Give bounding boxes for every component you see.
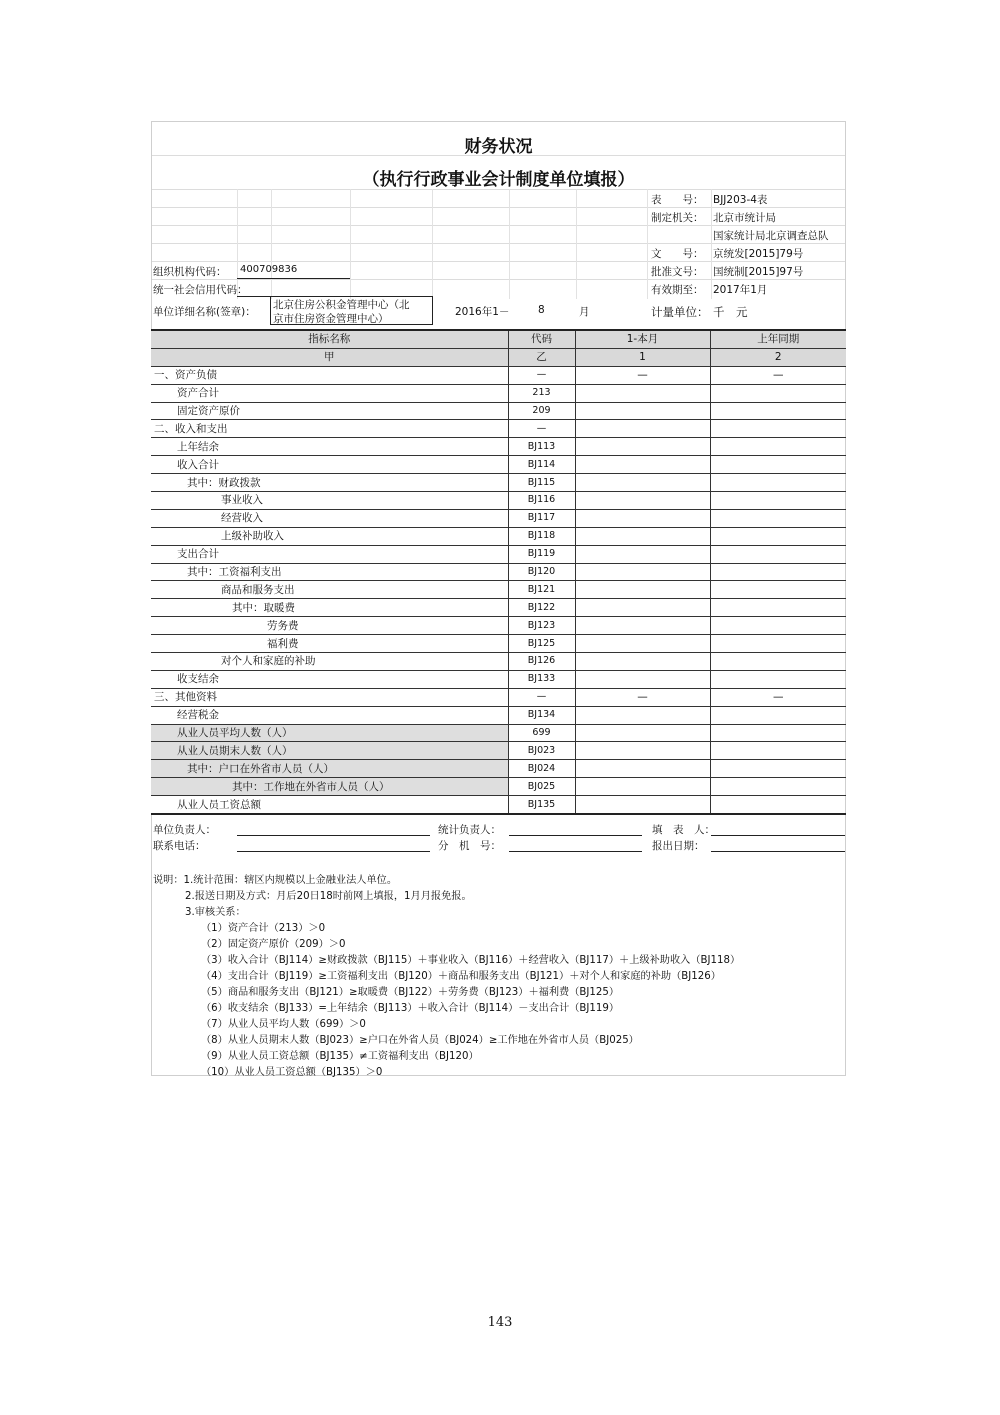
row-code: BJ117: [508, 509, 575, 527]
row-name: 经营收入: [151, 509, 508, 527]
row-previous-value[interactable]: [710, 742, 846, 760]
row-code: —: [508, 420, 575, 438]
table-row: [151, 670, 846, 688]
table-row: [151, 474, 846, 492]
row-code: BJ122: [508, 599, 575, 617]
row-current-value[interactable]: [575, 527, 710, 545]
row-code: BJ121: [508, 581, 575, 599]
report-subtitle: （执行行政事业会计制度单位填报）: [362, 170, 635, 190]
row-current-value[interactable]: [575, 438, 710, 456]
table-row: [151, 599, 846, 617]
extension-label: 分 机 号：: [438, 840, 501, 852]
row-previous-value[interactable]: [710, 384, 846, 402]
table-row: [151, 545, 846, 563]
table-row: [151, 688, 846, 706]
row-code: BJ119: [508, 545, 575, 563]
row-name: 其中：财政拨款: [151, 474, 508, 492]
note-line: （9）从业人员工资总额（BJ135）≠工资福利支出（BJ120）: [201, 1051, 479, 1062]
row-previous-value[interactable]: [710, 438, 846, 456]
table-row: [151, 384, 846, 402]
meta-label: 文 号：: [651, 248, 704, 260]
row-previous-value[interactable]: —: [710, 688, 846, 706]
col-header-code: 代码: [508, 330, 575, 348]
row-code: BJ024: [508, 760, 575, 778]
meta-value: 2017年1月: [713, 284, 768, 296]
table-row: [151, 706, 846, 724]
row-name: 固定资产原价: [151, 402, 508, 420]
note-line: 说明：1.统计范围：辖区内规模以上金融业法人单位。: [153, 875, 398, 886]
table-row: [151, 617, 846, 635]
row-name: 收入合计: [151, 456, 508, 474]
credit-code-label: 统一社会信用代码：: [153, 284, 248, 296]
row-name: 上级补助收入: [151, 527, 508, 545]
table-row: [151, 760, 846, 778]
row-name: 从业人员工资总额: [151, 796, 508, 814]
row-previous-value[interactable]: [710, 670, 846, 688]
row-previous-value[interactable]: [710, 778, 846, 796]
grid-line: [152, 243, 845, 244]
note-line: （4）支出合计（BJ119）≥工资福利支出（BJ120）＋商品和服务支出（BJ121）＋对个人和家庭的补助（BJ126）: [201, 971, 721, 982]
date-line: [711, 851, 845, 852]
unit-label: 计量单位：: [651, 305, 709, 319]
filler-line: [711, 835, 845, 836]
row-code: BJ113: [508, 438, 575, 456]
row-code: 699: [508, 724, 575, 742]
unit-value: 千 元: [713, 305, 748, 319]
row-previous-value[interactable]: [710, 545, 846, 563]
row-current-value[interactable]: [575, 545, 710, 563]
note-line: （5）商品和服务支出（BJ121）≥取暖费（BJ122）＋劳务费（BJ123）＋福利费（BJ125）: [201, 987, 620, 998]
row-code: BJ118: [508, 527, 575, 545]
stat-leader-label: 统计负责人：: [438, 824, 501, 836]
row-name: 商品和服务支出: [151, 581, 508, 599]
row-previous-value[interactable]: [710, 599, 846, 617]
note-line: （6）收支结余（BJ133）=上年结余（BJ113）＋收入合计（BJ114）－支出合计（BJ119）: [201, 1003, 620, 1014]
grid-line: [647, 189, 648, 299]
row-name: 资产合计: [151, 384, 508, 402]
col-sub-code: 乙: [508, 348, 575, 366]
grid-line: [432, 189, 433, 299]
table-row: [151, 527, 846, 545]
row-current-value[interactable]: [575, 760, 710, 778]
row-current-value[interactable]: [575, 635, 710, 653]
row-previous-value[interactable]: [710, 706, 846, 724]
table-row: [151, 635, 846, 653]
row-code: —: [508, 366, 575, 384]
row-name: 其中：工资福利支出: [151, 563, 508, 581]
report-title: 财务状况: [464, 137, 533, 157]
note-line: （1）资产合计（213）＞0: [201, 923, 326, 934]
row-current-value[interactable]: [575, 617, 710, 635]
row-current-value[interactable]: [575, 653, 710, 671]
row-previous-value[interactable]: [710, 492, 846, 510]
row-current-value[interactable]: [575, 402, 710, 420]
meta-value: 国家统计局北京调查总队: [713, 230, 829, 242]
col-header-name: 指标名称: [151, 330, 508, 348]
row-code: BJ025: [508, 778, 575, 796]
note-line: 3.审核关系：: [185, 907, 246, 918]
row-current-value[interactable]: [575, 796, 710, 814]
row-name: 从业人员平均人数（人）: [151, 724, 508, 742]
leader-line: [237, 835, 430, 836]
org-name-line1: 北京住房公积金管理中心（北: [273, 299, 410, 311]
note-line: （3）收入合计（BJ114）≥财政拨款（BJ115）＋事业收入（BJ116）＋经营收入（BJ117）＋上级补助收入（BJ118）: [201, 955, 741, 966]
note-line: （8）从业人员期末人数（BJ023）≥户口在外省人员（BJ024）≥工作地在外省市人员（BJ025）: [201, 1035, 639, 1046]
table-subheader-row: [151, 348, 846, 366]
table-row: [151, 742, 846, 760]
row-previous-value[interactable]: [710, 724, 846, 742]
row-current-value[interactable]: —: [575, 366, 710, 384]
meta-value: 国统制[2015]97号: [713, 266, 804, 278]
report-month-unit: 月: [579, 306, 590, 318]
table-row: [151, 796, 846, 814]
col-sub-name: 甲: [151, 348, 508, 366]
meta-label: 表 号：: [651, 194, 704, 206]
table-row: [151, 509, 846, 527]
meta-label: 批准文号：: [651, 266, 704, 278]
row-code: 213: [508, 384, 575, 402]
grid-line: [509, 189, 510, 299]
row-current-value[interactable]: [575, 509, 710, 527]
table-row: [151, 438, 846, 456]
row-current-value[interactable]: [575, 581, 710, 599]
row-code: BJ023: [508, 742, 575, 760]
col-header-previous: 上年同期: [710, 330, 846, 348]
row-current-value[interactable]: [575, 456, 710, 474]
row-previous-value[interactable]: [710, 509, 846, 527]
financial-table: [151, 329, 846, 815]
row-name: 从业人员期末人数（人）: [151, 742, 508, 760]
row-code: —: [508, 688, 575, 706]
row-name: 其中：工作地在外省市人员（人）: [151, 778, 508, 796]
row-code: BJ120: [508, 563, 575, 581]
row-current-value[interactable]: [575, 742, 710, 760]
row-current-value[interactable]: [575, 670, 710, 688]
row-previous-value[interactable]: [710, 653, 846, 671]
grid-line: [152, 225, 845, 226]
row-current-value[interactable]: [575, 563, 710, 581]
org-code-underline: [237, 278, 350, 279]
meta-label: 制定机关：: [651, 212, 704, 224]
meta-label: 有效期至：: [651, 284, 704, 296]
leader-label: 单位负责人：: [153, 824, 216, 836]
table-row: [151, 653, 846, 671]
row-name: 一、资产负债: [151, 366, 508, 384]
org-code-value: 400709836: [240, 264, 298, 275]
row-name: 经营税金: [151, 706, 508, 724]
grid-line: [152, 261, 845, 262]
col-header-current: 1-本月: [575, 330, 710, 348]
table-row: [151, 492, 846, 510]
row-name: 事业收入: [151, 492, 508, 510]
row-previous-value[interactable]: [710, 456, 846, 474]
row-name: 其中：户口在外省市人员（人）: [151, 760, 508, 778]
row-current-value[interactable]: [575, 384, 710, 402]
note-line: （10）从业人员工资总额（BJ135）＞0: [201, 1067, 383, 1078]
col-sub-previous: 2: [710, 348, 846, 366]
meta-value: 北京市统计局: [713, 212, 776, 224]
report-month: 8: [538, 304, 545, 316]
date-label: 报出日期：: [652, 840, 705, 852]
page-number: 143: [487, 1315, 513, 1330]
row-code: BJ125: [508, 635, 575, 653]
row-previous-value[interactable]: [710, 420, 846, 438]
org-name-line2: 京市住房资金管理中心）: [273, 313, 389, 325]
grid-line: [152, 279, 845, 280]
row-current-value[interactable]: [575, 706, 710, 724]
table-row: [151, 366, 846, 384]
row-previous-value[interactable]: [710, 474, 846, 492]
table-row: [151, 724, 846, 742]
row-code: BJ116: [508, 492, 575, 510]
row-code: BJ114: [508, 456, 575, 474]
row-code: BJ134: [508, 706, 575, 724]
grid-line: [152, 207, 845, 208]
grid-line: [576, 189, 577, 299]
row-previous-value[interactable]: [710, 581, 846, 599]
row-previous-value[interactable]: [710, 527, 846, 545]
meta-value: 京统发[2015]79号: [713, 248, 804, 260]
row-previous-value[interactable]: [710, 635, 846, 653]
grid-line: [711, 189, 712, 299]
row-current-value[interactable]: [575, 724, 710, 742]
row-code: 209: [508, 402, 575, 420]
row-name: 收支结余: [151, 670, 508, 688]
grid-line: [271, 189, 272, 299]
note-line: 2.报送日期及方式：月后20日18时前网上填报，1月月报免报。: [185, 891, 472, 902]
row-code: BJ135: [508, 796, 575, 814]
table-row: [151, 778, 846, 796]
table-header-row: [151, 330, 846, 348]
stat-leader-line: [509, 835, 642, 836]
row-name: 劳务费: [151, 617, 508, 635]
row-name: 其中：取暖费: [151, 599, 508, 617]
row-previous-value[interactable]: —: [710, 366, 846, 384]
row-previous-value[interactable]: [710, 402, 846, 420]
table-row: [151, 402, 846, 420]
row-code: BJ126: [508, 653, 575, 671]
report-year: 2016年1－: [455, 306, 510, 318]
row-previous-value[interactable]: [710, 563, 846, 581]
grid-line: [350, 189, 351, 299]
extension-line: [509, 851, 642, 852]
table-row: [151, 456, 846, 474]
note-line: （2）固定资产原价（209）＞0: [201, 939, 346, 950]
row-current-value[interactable]: [575, 778, 710, 796]
row-previous-value[interactable]: [710, 617, 846, 635]
row-name: 二、收入和支出: [151, 420, 508, 438]
phone-label: 联系电话：: [153, 840, 206, 852]
row-current-value[interactable]: [575, 599, 710, 617]
table-row: [151, 563, 846, 581]
col-sub-current: 1: [575, 348, 710, 366]
row-current-value[interactable]: [575, 492, 710, 510]
row-name: 上年结余: [151, 438, 508, 456]
filler-label: 填 表 人：: [652, 824, 715, 836]
row-code: BJ123: [508, 617, 575, 635]
phone-line: [237, 851, 430, 852]
note-line: （7）从业人员平均人数（699）＞0: [201, 1019, 366, 1030]
row-name: 三、其他资料: [151, 688, 508, 706]
row-name: 福利费: [151, 635, 508, 653]
table-row: [151, 581, 846, 599]
row-current-value[interactable]: [575, 420, 710, 438]
table-row: [151, 420, 846, 438]
row-code: BJ133: [508, 670, 575, 688]
row-previous-value[interactable]: [710, 796, 846, 814]
meta-value: BJJ203-4表: [713, 194, 768, 206]
org-code-label: 组织机构代码：: [153, 266, 227, 278]
row-name: 对个人和家庭的补助: [151, 653, 508, 671]
row-code: BJ115: [508, 474, 575, 492]
org-name-label: 单位详细名称(签章)：: [153, 306, 256, 318]
row-current-value[interactable]: —: [575, 688, 710, 706]
row-name: 支出合计: [151, 545, 508, 563]
row-current-value[interactable]: [575, 474, 710, 492]
row-previous-value[interactable]: [710, 760, 846, 778]
